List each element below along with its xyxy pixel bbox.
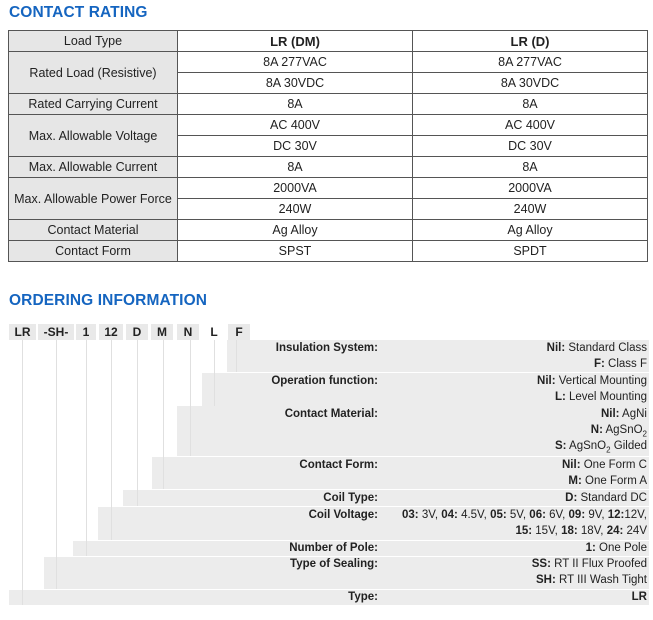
connector-line: [137, 340, 138, 506]
table-cell: DC 30V: [413, 136, 648, 157]
material-value-3: S: AgSnO$_2$ Gilded: [554, 440, 647, 455]
code-material: N: [177, 324, 199, 340]
table-cell: 8A: [178, 94, 413, 115]
table-row: [9, 52, 648, 73]
table-cell: 2000VA: [178, 178, 413, 199]
col-lr-d: LR (D): [413, 31, 648, 52]
poles-label: Number of Pole:: [289, 542, 378, 554]
load-type-label: Load Type: [9, 31, 178, 52]
table-row: [9, 94, 648, 115]
table-row: [9, 241, 648, 262]
material-label: Contact Material:: [284, 408, 378, 420]
code-lr: LR: [9, 324, 36, 340]
table-cell: 8A: [413, 157, 648, 178]
table-cell: SPST: [178, 241, 413, 262]
code-operation: L: [210, 325, 218, 339]
coil-type-value: D: Standard DC: [565, 492, 647, 504]
table-cell: DC 30V: [178, 136, 413, 157]
contact-material-label: Contact Material: [9, 220, 178, 241]
insulation-value-2: F: Class F: [593, 358, 647, 370]
max-voltage-label: Max. Allowable Voltage: [9, 115, 178, 157]
connector-line: [56, 340, 57, 589]
type-value: LR: [631, 591, 647, 603]
table-cell: 8A 277VAC: [178, 52, 413, 73]
code-sh: -SH-: [38, 324, 74, 340]
operation-value-2: L: Level Mounting: [554, 391, 647, 403]
form-label: Contact Form:: [299, 459, 378, 471]
table-cell: 8A 30VDC: [178, 73, 413, 94]
table-row: [9, 157, 648, 178]
insulation-label: Insulation System:: [275, 342, 378, 354]
table-cell: 8A 277VAC: [413, 52, 648, 73]
max-current-label: Max. Allowable Current: [9, 157, 178, 178]
table-cell: 2000VA: [413, 178, 648, 199]
table-cell: 8A: [413, 94, 648, 115]
table-header-row: [9, 31, 648, 52]
table-cell: SPDT: [413, 241, 648, 262]
connector-line: [86, 340, 87, 556]
table-cell: 240W: [178, 199, 413, 220]
carrying-current-label: Rated Carrying Current: [9, 94, 178, 115]
connector-line: [190, 340, 191, 456]
table-cell: Ag Alloy: [178, 220, 413, 241]
table-cell: 240W: [413, 199, 648, 220]
type-label: Type:: [348, 591, 378, 603]
coil-voltage-value-2: 15: 15V, 18: 18V, 24: 24V: [515, 525, 647, 537]
coil-type-label: Coil Type:: [323, 492, 378, 504]
material-value-2: N: AgSnO$_2$: [590, 424, 647, 439]
form-value-1: Nil: One Form C: [562, 459, 647, 471]
sealing-value-2: SH: RT III Wash Tight: [536, 574, 647, 586]
sealing-value-1: SS: RT II Flux Proofed: [531, 558, 647, 570]
code-pole: 1: [76, 324, 96, 340]
insulation-value-1: Nil: Standard Class: [546, 342, 647, 354]
table-cell: 8A: [178, 157, 413, 178]
contact-rating-table: [8, 30, 648, 262]
ordering-info-heading: ORDERING INFORMATION: [9, 292, 208, 309]
rated-load-label: Rated Load (Resistive): [9, 52, 178, 94]
contact-rating-heading: CONTACT RATING: [9, 4, 148, 21]
coil-voltage-label: Coil Voltage:: [308, 509, 378, 521]
code-voltage: 12: [99, 324, 123, 340]
table-cell: AC 400V: [178, 115, 413, 136]
max-power-label: Max. Allowable Power Force: [9, 178, 178, 220]
coil-voltage-value-1: 03: 3V, 04: 4.5V, 05: 5V, 06: 6V, 09: 9V, 12:12V,: [402, 509, 647, 521]
connector-line: [22, 340, 23, 605]
col-lr-dm: LR (DM): [178, 31, 413, 52]
code-form: M: [151, 324, 173, 340]
table-cell: Ag Alloy: [413, 220, 648, 241]
operation-value-1: Nil: Vertical Mounting: [537, 375, 647, 387]
material-value-1: Nil: AgNi: [600, 408, 647, 420]
contact-form-label: Contact Form: [9, 241, 178, 262]
poles-value: 1: One Pole: [585, 542, 647, 554]
code-insulation: F: [228, 324, 250, 340]
code-coil-type: D: [126, 324, 148, 340]
table-row: [9, 178, 648, 199]
table-row: [9, 115, 648, 136]
connector-line: [163, 340, 164, 489]
table-cell: 8A 30VDC: [413, 73, 648, 94]
sealing-label: Type of Sealing:: [290, 558, 378, 570]
connector-line: [111, 340, 112, 540]
table-cell: AC 400V: [413, 115, 648, 136]
form-value-2: M: One Form A: [568, 475, 647, 487]
table-row: [9, 220, 648, 241]
operation-label: Operation function:: [271, 375, 378, 387]
